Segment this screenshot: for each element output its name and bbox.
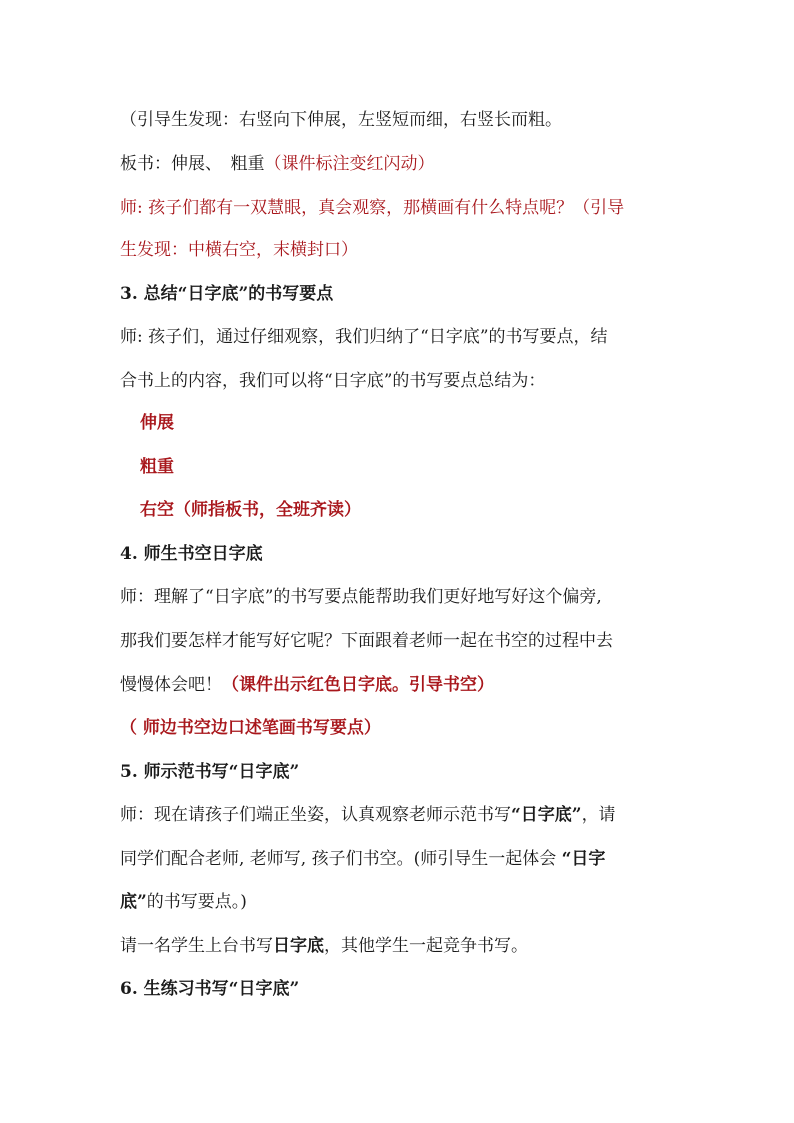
paragraph-line	[120, 238, 358, 262]
paragraph-line	[120, 152, 435, 176]
paragraph-line	[120, 803, 616, 827]
line-text-red: （课件出示红色日字底。引导书空）	[222, 675, 494, 695]
line-text: （引导生发现：右竖向下伸展，左竖短而细，右竖长而粗。	[120, 110, 562, 130]
paragraph-line	[120, 325, 608, 349]
section-heading	[120, 977, 299, 1001]
line-text-bold: “日字	[561, 849, 606, 869]
line-text: 的书写要点。)	[146, 892, 247, 912]
line-text: 板书：伸展、 粗重	[120, 154, 265, 174]
line-text-red: 生发现：中横右空，末横封口）	[120, 240, 358, 260]
key-point-text: 伸展	[140, 413, 174, 433]
line-text-red: 师: 孩子们都有一双慧眼，真会观察，那横画有什么特点呢？（引导	[120, 198, 625, 218]
key-point	[140, 455, 174, 479]
paragraph-line	[120, 108, 562, 132]
line-text: 那我们要怎样才能写好它呢？下面跟着老师一起在书空的过程中去	[120, 631, 613, 651]
paragraph-line	[120, 369, 545, 393]
line-text-red: （ 师边书空边口述笔画书写要点）	[120, 718, 381, 738]
paragraph-line	[120, 585, 602, 609]
line-text: 合书上的内容，我们可以将“日字底”的书写要点总结为：	[120, 371, 546, 391]
line-text: 同学们配合老师, 老师写, 孩子们书空。(师引导生一起体会	[120, 849, 562, 869]
heading-text: 4. 师生书空日字底	[120, 544, 263, 564]
paragraph-line	[120, 890, 247, 914]
heading-text: 3. 总结“日字底”的书写要点	[120, 284, 334, 304]
line-text: 请一名学生上台书写	[120, 936, 273, 956]
line-text: 师：现在请孩子们端正坐姿，认真观察老师示范书写	[120, 805, 511, 825]
key-point	[140, 498, 361, 522]
key-point-text: 右空（师指板书，全班齐读）	[140, 500, 361, 520]
section-heading	[120, 282, 333, 306]
paragraph-line	[120, 847, 605, 871]
paragraph-line	[120, 716, 381, 740]
key-point	[140, 411, 174, 435]
key-point-text: 粗重	[140, 457, 174, 477]
line-text: 慢慢体会吧！	[120, 675, 222, 695]
paragraph-line	[120, 629, 613, 653]
line-text-red: （课件标注变红闪动）	[264, 154, 435, 174]
line-text: ，请	[581, 805, 616, 825]
heading-text: 5. 师示范书写“日字底”	[120, 762, 300, 782]
section-heading	[120, 542, 263, 566]
line-text-bold: “日字底”	[511, 805, 582, 825]
line-text: 师: 孩子们，通过仔细观察，我们归纳了“日字底”的书写要点，结	[120, 327, 608, 347]
paragraph-line	[120, 196, 624, 220]
section-heading	[120, 760, 299, 784]
paragraph-line	[120, 934, 528, 958]
line-text-bold: 底”	[120, 892, 147, 912]
line-text-bold: 日字底	[273, 936, 324, 956]
line-text: 师：理解了“日字底”的书写要点能帮助我们更好地写好这个偏旁,	[120, 587, 602, 607]
line-text: ，其他学生一起竞争书写。	[324, 936, 528, 956]
heading-text: 6. 生练习书写“日字底”	[120, 979, 300, 999]
paragraph-line	[120, 673, 494, 697]
